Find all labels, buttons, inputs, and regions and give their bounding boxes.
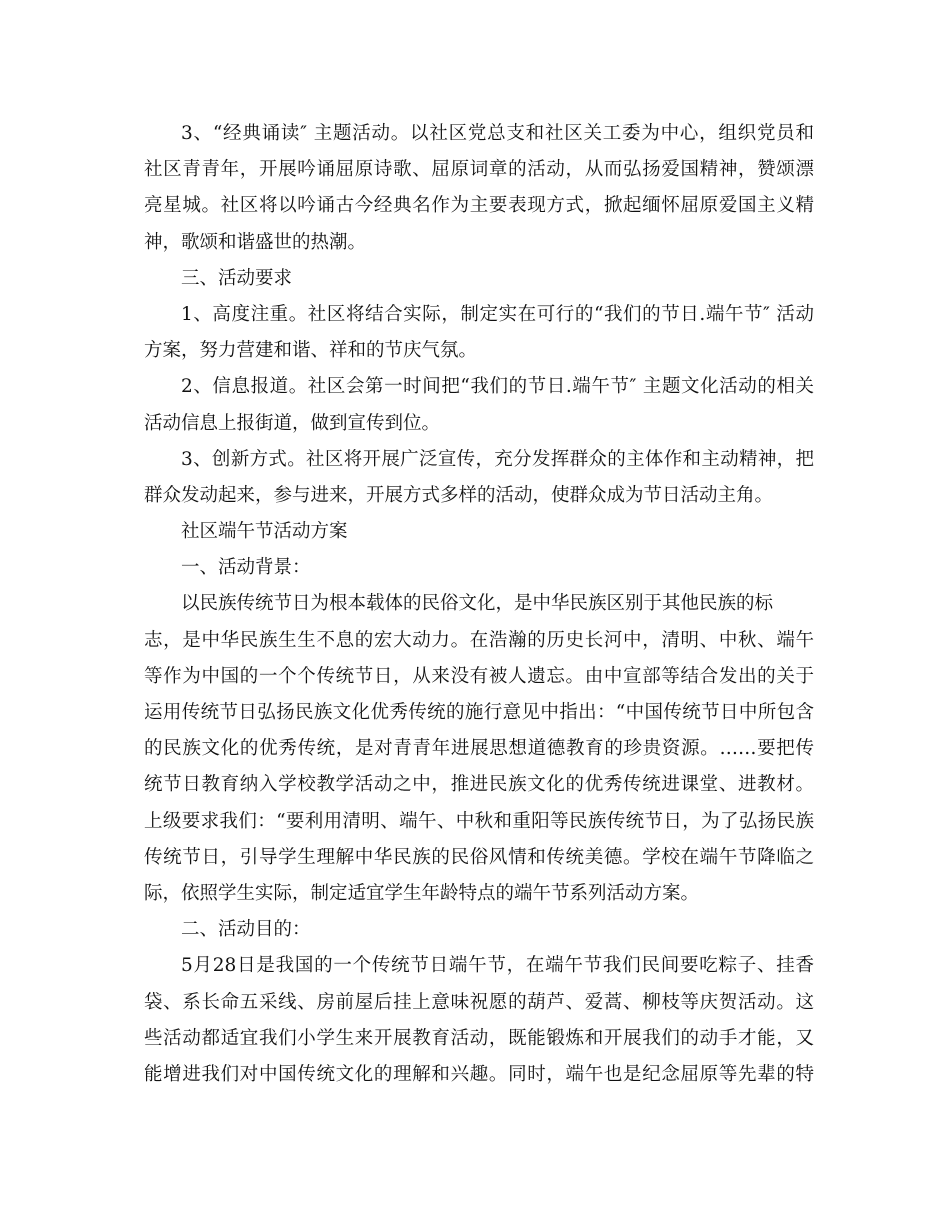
paragraph-line: 2、信息报道。社区会第一时间把“我们的节日.端午节″ 主题文化活动的相关	[181, 376, 814, 398]
paragraph-line: 群众发动起来，参与进来，开展方式多样的活动，使群众成为节日活动主角。	[144, 484, 774, 506]
paragraph-line: 能增进我们对中国传统文化的理解和兴趣。同时，端午也是纪念屈原等先辈的特	[144, 1063, 814, 1085]
paragraph-line: 际，依照学生实际，制定适宜学生年龄特点的端午节系列活动方案。	[144, 882, 700, 904]
paragraph-line: 亮星城。社区将以吟诵古今经典名作为主要表现方式，掀起缅怀屈原爱国主义精	[144, 195, 814, 217]
section-heading: 二、活动目的：	[181, 919, 311, 941]
paragraph-line: 活动信息上报街道，做到宣传到位。	[144, 412, 441, 434]
document-body	[144, 116, 814, 1093]
section-heading: 一、活动背景：	[181, 557, 311, 579]
paragraph-line: 统节日教育纳入学校教学活动之中，推进民族文化的优秀传统进课堂、进教材。	[144, 774, 814, 796]
paragraph-line: 志，是中华民族生生不息的宏大动力。在浩瀚的历史长河中，清明、中秋、端午	[144, 629, 814, 651]
paragraph-line: 运用传统节日弘扬民族文化优秀传统的施行意见中指出：“中国传统节日中所包含	[144, 702, 814, 723]
section-heading: 三、活动要求	[181, 267, 293, 289]
paragraph-line: 神，歌颂和谐盛世的热潮。	[144, 231, 367, 253]
paragraph-line: 社区青青年，开展吟诵屈原诗歌、屈原词章的活动，从而弘扬爱国精神，赞颂漂	[144, 159, 814, 181]
paragraph-line: 3、“经典诵读″ 主题活动。以社区党总支和社区关工委为中心，组织党员和	[181, 123, 814, 144]
document-title: 社区端午节活动方案	[181, 521, 348, 543]
paragraph-line: 袋、系长命五采线、房前屋后挂上意味祝愿的葫芦、爱蒿、柳枝等庆贺活动。这	[144, 991, 814, 1013]
paragraph-line: 方案，努力营建和谐、祥和的节庆气氛。	[144, 340, 478, 362]
paragraph-line: 以民族传统节日为根本载体的民俗文化，是中华民族区别于其他民族的标	[181, 593, 774, 615]
paragraph-line: 1、高度注重。社区将结合实际，制定实在可行的“我们的节日.端午节″ 活动	[181, 303, 814, 325]
paragraph-line: 上级要求我们：“要利用清明、端午、中秋和重阳等民族传统节日，为了弘扬民族	[144, 810, 814, 832]
paragraph-line: 等作为中国的一个个传统节日，从来没有被人遗忘。由中宣部等结合发出的关于	[144, 665, 814, 687]
paragraph-line: 的民族文化的优秀传统，是对青青年进展思想道德教育的珍贵资源。……要把传	[144, 738, 814, 760]
paragraph-line: 传统节日，引导学生理解中华民族的民俗风情和传统美德。学校在端午节降临之	[144, 846, 814, 868]
paragraph-line: 些活动都适宜我们小学生来开展教育活动，既能锻炼和开展我们的动手才能，又	[144, 1027, 814, 1049]
paragraph-line: 5月28日是我国的一个传统节日端午节，在端午节我们民间要吃粽子、挂香	[181, 955, 814, 977]
paragraph-line: 3、创新方式。社区将开展广泛宣传，充分发挥群众的主体作和主动精神，把	[181, 448, 814, 470]
